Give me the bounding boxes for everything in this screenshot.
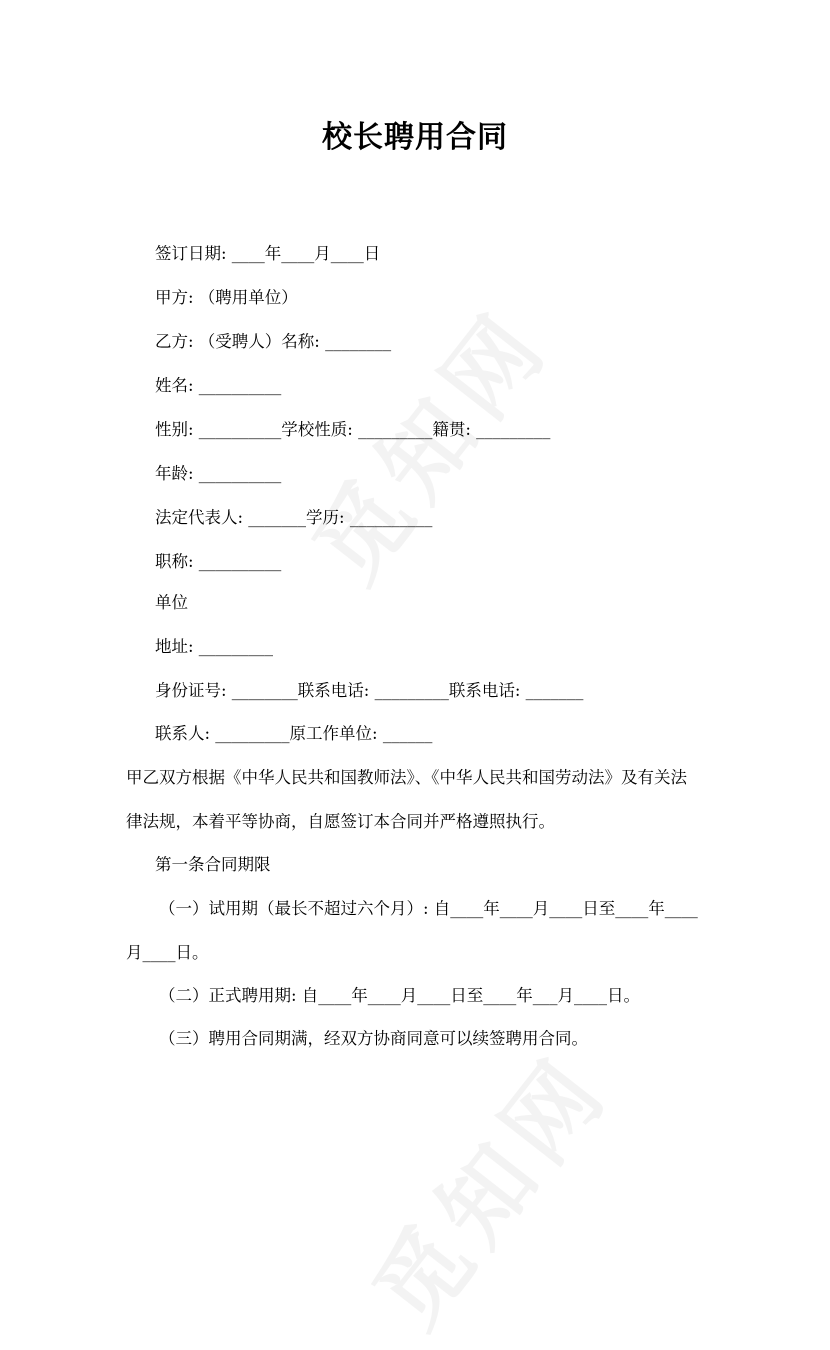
unit-label: 单位 <box>155 593 188 612</box>
watermark <box>278 277 574 604</box>
job-title-field: 职称: __________ <box>155 552 282 571</box>
document-title: 校长聘用合同 <box>322 120 508 155</box>
gender-school-origin-field: 性别: __________学校性质: _________籍贯: _________ <box>155 420 551 439</box>
article1-heading: 第一条合同期限 <box>155 855 271 874</box>
name-field: 姓名: __________ <box>155 376 282 395</box>
legal-rep-education-field: 法定代表人: _______学历: __________ <box>155 508 433 527</box>
contact-previous-unit-field: 联系人: _________原工作单位: ______ <box>155 724 433 743</box>
sign-date-field: 签订日期: ____年____月____日 <box>155 244 381 263</box>
address-field: 地址: _________ <box>155 637 274 656</box>
clause1-line1: （一）试用期（最长不超过六个月）: 自____年____月____日至____年____ <box>159 899 698 918</box>
watermark-bottom <box>338 1022 634 1349</box>
party-a-field: 甲方: （聘用单位） <box>155 288 298 307</box>
age-field: 年龄: __________ <box>155 464 282 483</box>
clause1-line2: 月____日。 <box>126 943 209 962</box>
clause3: （三）聘用合同期满，经双方协商同意可以续签聘用合同。 <box>159 1029 588 1048</box>
clause2: （二）正式聘用期: 自____年____月____日至____年___月____日。 <box>159 986 641 1005</box>
intro-paragraph-line1: 甲乙双方根据《中华人民共和国教师法》、《中华人民共和国劳动法》及有关法 <box>126 768 687 787</box>
id-phone-field: 身份证号: ________联系电话: _________联系电话: _______ <box>155 681 584 700</box>
intro-paragraph-line2: 律法规，本着平等协商，自愿签订本合同并严格遵照执行。 <box>126 812 555 831</box>
party-b-field: 乙方: （受聘人）名称: ________ <box>155 332 392 351</box>
